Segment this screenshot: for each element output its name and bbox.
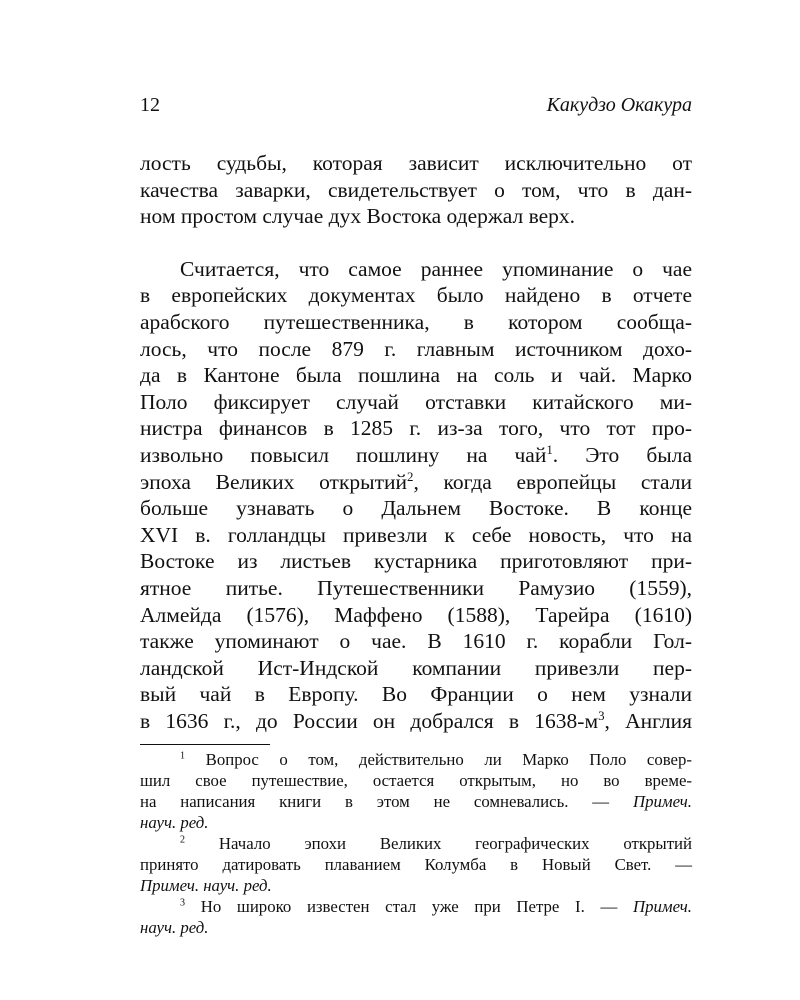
paragraph-gap <box>140 230 692 256</box>
footnote-text: Начало эпохи Великих географических открытий <box>218 834 693 854</box>
text-line-footnote-3 <box>140 708 692 735</box>
footnote-line <box>140 917 692 938</box>
editor-note: Примеч. науч. ред. <box>140 876 272 896</box>
line-text: , Англия <box>604 708 693 733</box>
line-text: эпоха Великих открытий <box>140 469 407 494</box>
footnote-divider <box>140 744 270 745</box>
paragraph-2 <box>140 256 692 735</box>
editor-note: науч. ред. <box>140 918 209 938</box>
text-line: лость судьбы, которая зависит исключительно от <box>140 151 692 175</box>
footnote-mark-3: 3 <box>180 897 186 909</box>
footnote-ref-1[interactable]: 1 <box>546 442 553 457</box>
text-line-footnote-2 <box>140 469 692 496</box>
text-line: больше узнавать о Дальнем Востоке. В конце <box>140 496 692 521</box>
text-line: XVI в. голландцы привезли к себе новость, что на <box>140 522 692 547</box>
text-line: ландской Ист-Индской компании привезли пер- <box>140 655 692 680</box>
text-line: также упоминают о чае. В 1610 г. корабли Гол- <box>140 629 692 654</box>
footnote-ref-3[interactable]: 3 <box>598 708 605 723</box>
line-text: извольно повысил пошлину на чай <box>140 442 547 467</box>
footnote-line <box>140 749 692 770</box>
line-text: в 1636 г., до России он добрался в 1638-м <box>140 708 599 733</box>
text-line: Востоке из листьев кустарника приготовляют при- <box>140 549 692 574</box>
footnote-2 <box>140 833 692 896</box>
footnote-text: Но широко известен стал уже при Петре I. — <box>200 897 633 917</box>
footnote-line: принято датировать плаванием Колумба в Новый Свет. — <box>140 855 692 875</box>
footnote-line <box>140 875 692 896</box>
footnote-text: на написания книги в этом не сомневались. — <box>140 792 633 812</box>
page-number: 12 <box>140 94 160 116</box>
footnote-line <box>140 896 692 917</box>
line-text: , когда европейцы стали <box>413 469 692 494</box>
main-text <box>140 150 692 734</box>
text-line: вый чай в Европу. Во Франции о нем узнали <box>140 682 692 707</box>
text-line: Алмейда (1576), Маффено (1588), Тарейра (1610) <box>140 602 692 627</box>
text-line: ятное питье. Путешественники Рамузио (1559), <box>140 575 692 600</box>
footnotes <box>140 749 692 938</box>
text-line: Считается, что самое раннее упоминание о чае <box>180 256 692 281</box>
footnote-1 <box>140 749 692 833</box>
editor-note: науч. ред. <box>140 813 209 833</box>
footnote-line <box>140 833 692 854</box>
text-line: ном простом случае дух Востока одержал верх. <box>140 204 576 229</box>
text-line: нистра финансов в 1285 г. из-за того, что тот про- <box>140 416 692 441</box>
running-head <box>140 92 692 118</box>
editor-note: Примеч. <box>632 792 692 812</box>
footnote-mark-2: 2 <box>180 834 186 846</box>
text-line-footnote-1 <box>140 442 692 469</box>
footnote-line: шил свое путешествие, остается открытым, но во време- <box>140 771 692 791</box>
text-line: да в Кантоне была пошлина на соль и чай. Марко <box>140 363 692 388</box>
book-title: Какудзо Окакура <box>546 94 692 116</box>
footnote-line <box>140 791 692 812</box>
footnote-line <box>140 812 692 833</box>
text-line: качества заварки, свидетельствует о том, что в дан- <box>140 177 692 202</box>
footnote-ref-2[interactable]: 2 <box>407 469 414 484</box>
footnote-text: Вопрос о том, действительно ли Марко Поло совер- <box>205 750 692 770</box>
text-line: арабского путешественника, в котором сообща- <box>140 309 692 334</box>
line-text: . Это была <box>552 442 692 467</box>
text-line: в европейских документах было найдено в отчете <box>140 283 692 308</box>
book-page <box>140 92 692 938</box>
footnote-mark-1: 1 <box>180 750 186 762</box>
editor-note: Примеч. <box>632 897 692 917</box>
paragraph-1 <box>140 150 692 230</box>
text-line: лось, что после 879 г. главным источником дохо- <box>140 336 692 361</box>
text-line: Поло фиксирует случай отставки китайского ми- <box>140 389 692 414</box>
footnote-3 <box>140 896 692 938</box>
